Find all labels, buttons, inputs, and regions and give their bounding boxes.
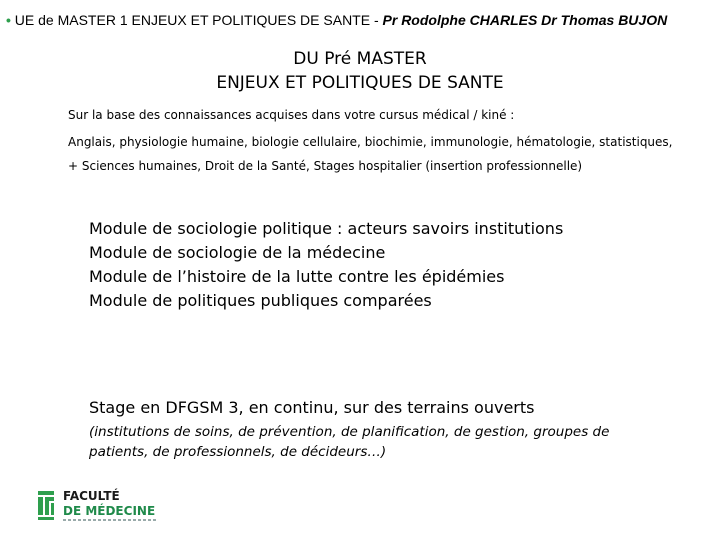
stage-title: Stage en DFGSM 3, en continu, sur des terrains ouverts [89, 398, 535, 417]
module-item: Module de sociologie politique : acteurs savoirs institutions [89, 219, 564, 238]
module-list [89, 217, 709, 313]
faculty-logo [36, 487, 166, 527]
header-course-title: UE de MASTER 1 ENJEUX ET POLITIQUES DE SANTE - [14, 12, 383, 28]
logo-line1: FACULTÉ [63, 489, 120, 503]
slide-title [0, 47, 720, 95]
intro-paragraph-3: + Sciences humaines, Droit de la Santé, Stages hospitalier (insertion professionnelle) [68, 159, 583, 173]
faculty-emblem-icon [36, 489, 56, 521]
logo-line2: DE MÉDECINE [63, 504, 156, 518]
module-item: Module de l’histoire de la lutte contre les épidémies [89, 267, 505, 286]
stage-note: (institutions de soins, de prévention, de planification, de gestion, groupes de patients, de professionnels, de décideurs…) [89, 424, 610, 460]
slide-title-line2: ENJEUX ET POLITIQUES DE SANTE [216, 73, 504, 93]
slide-header [6, 11, 712, 29]
intro-paragraph-1: Sur la base des connaissances acquises dans votre cursus médical / kiné : [68, 108, 515, 122]
intro-paragraph-2: Anglais, physiologie humaine, biologie cellulaire, biochimie, immunologie, hématologie, statistiques, [68, 135, 673, 149]
header-authors: Pr Rodolphe CHARLES Dr Thomas BUJON [382, 12, 668, 28]
intro-text [68, 106, 708, 181]
module-item: Module de politiques publiques comparées [89, 291, 432, 310]
slide-title-line1: DU Pré MASTER [293, 49, 427, 69]
module-item: Module de sociologie de la médecine [89, 243, 386, 262]
logo-tagline [63, 519, 157, 521]
bullet-icon: • [6, 12, 11, 28]
